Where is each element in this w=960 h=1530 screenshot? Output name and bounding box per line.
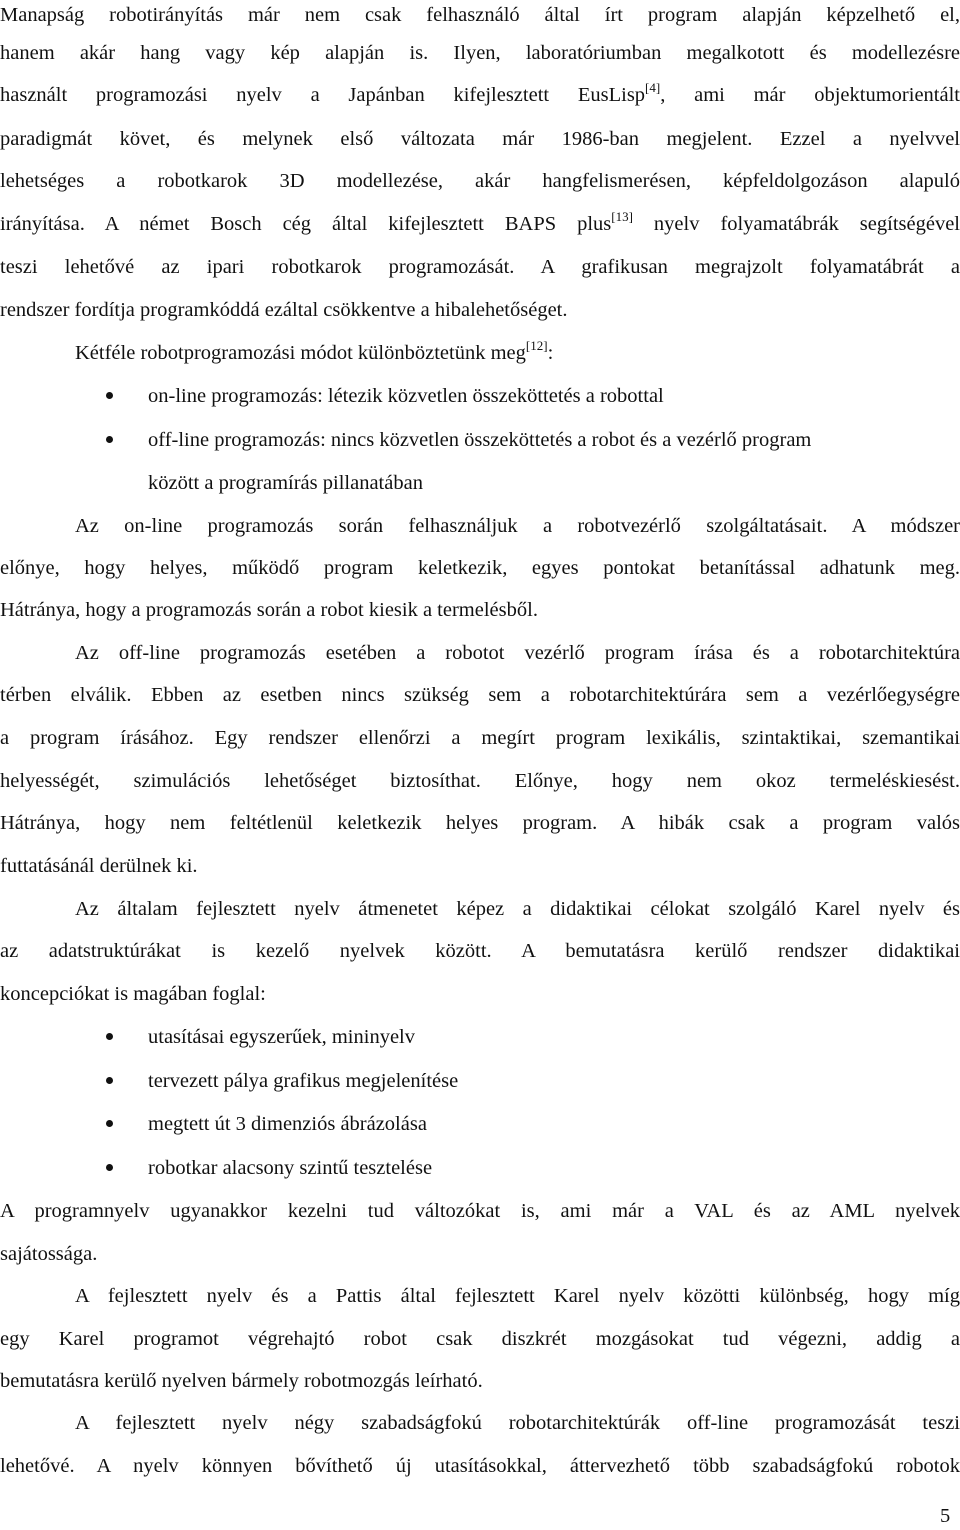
bullet-icon (106, 1033, 113, 1040)
paragraph-4-line: futtatásánál derülnek ki. (0, 855, 198, 877)
list-item (0, 381, 960, 411)
text-fragment: Kétféle robotprogramozási módot különböztetünk meg (75, 342, 526, 364)
citation-ref: [12] (525, 338, 548, 353)
paragraph-5-line: Az általam fejlesztett nyelv átmenetet képez a didaktikai célokat szolgáló Karel nyelv és (75, 898, 960, 920)
paragraph-4-line: Hátránya, hogy nem feltétlenül keletkezik helyes program. A hibák csak a program valós (0, 812, 960, 834)
paragraph-4-line: helyességét, szimulációs lehetőséget biztosíthat. Előnye, hogy nem okoz termeléskiesést. (0, 770, 960, 792)
text-fragment: : (547, 342, 554, 364)
list-item (0, 1066, 960, 1096)
list-item-text: off-line programozás: nincs közvetlen összeköttetés a robot és a vezérlő program (148, 429, 812, 451)
list-item (0, 1022, 960, 1052)
paragraph-1-line: rendszer fordítja programkóddá ezáltal csökkentve a hibalehetőséget. (0, 299, 568, 321)
paragraph-7-line: A fejlesztett nyelv és a Pattis által fejlesztett Karel nyelv közötti különbség, hogy míg (75, 1285, 960, 1307)
paragraph-7-line: egy Karel programot végrehajtó robot csak diszkrét mozgásokat tud végezni, addig a (0, 1328, 960, 1350)
paragraph-1-line: teszi lehetővé az ipari robotkarok programozását. A grafikusan megrajzolt folyamatábrát a (0, 256, 960, 278)
list-item-text: on-line programozás: létezik közvetlen összeköttetés a robottal (148, 385, 664, 407)
paragraph-3-line: Az on-line programozás során felhasználjuk a robotvezérlő szolgáltatásait. A módszer (75, 515, 960, 537)
text-fragment: , ami már objektumorientált (660, 84, 960, 106)
paragraph-5-line: koncepciókat is magában foglal: (0, 983, 266, 1005)
paragraph-6-line: A programnyelv ugyanakkor kezelni tud változókat is, ami már a VAL és az AML nyelvek (0, 1200, 960, 1222)
paragraph-4-line: térben elválik. Ebben az esetben nincs szükség sem a robotarchitektúrára sem a vezérlőegységre (0, 684, 960, 706)
paragraph-8-line: lehetővé. A nyelv könnyen bővíthető új utasításokkal, áttervezhető több szabadságfokú robotok (0, 1455, 960, 1477)
paragraph-1-line: lehetséges a robotkarok 3D modellezése, akár hangfelismerésen, képfeldolgozáson alapuló (0, 170, 960, 192)
paragraph-3-line: előnye, hogy helyes, működő program keletkezik, egyes pontokat betanítással adhatunk meg. (0, 557, 960, 579)
paragraph-6-line: sajátossága. (0, 1243, 98, 1265)
text-fragment: nyelv folyamatábrák segítségével (632, 213, 960, 235)
paragraph-7-line: bemutatásra kerülő nyelven bármely robotmozgás leírható. (0, 1370, 483, 1392)
bullet-icon (106, 1120, 113, 1127)
list-item-text: megtett út 3 dimenziós ábrázolása (148, 1113, 427, 1135)
paragraph-1-line: hanem akár hang vagy kép alapján is. Ilyen, laboratóriumban megalkotott és modellezésre (0, 42, 960, 64)
bullet-icon (106, 392, 113, 399)
page-number: 5 (940, 1505, 951, 1527)
text-fragment: használt programozási nyelv a Japánban kifejlesztett EusLisp (0, 84, 646, 106)
paragraph-5-line: az adatstruktúrákat is kezelő nyelvek között. A bemutatásra kerülő rendszer didaktikai (0, 940, 960, 962)
bullet-icon (106, 1164, 113, 1171)
list-item (0, 425, 960, 455)
citation-ref: [4] (645, 80, 661, 95)
bullet-icon (106, 1077, 113, 1084)
list-item (0, 1153, 960, 1183)
paragraph-4-line: a program írásához. Egy rendszer ellenőrzi a megírt program lexikális, szintaktikai, szemantikai (0, 727, 960, 749)
text-fragment: irányítása. A német Bosch cég által kifejlesztett BAPS plus (0, 213, 612, 235)
list-item-text: tervezett pálya grafikus megjelenítése (148, 1070, 459, 1092)
list-item-text: robotkar alacsony szintű tesztelése (148, 1157, 433, 1179)
paragraph-1-line: Manapság robotirányítás már nem csak felhasználó által írt program alapján képzelhető el, (0, 4, 960, 26)
paragraph-1-line (0, 80, 960, 110)
paragraph-1-line (0, 209, 960, 239)
bullet-icon (106, 436, 113, 443)
paragraph-8-line: A fejlesztett nyelv négy szabadságfokú robotarchitektúrák off-line programozását teszi (75, 1412, 960, 1434)
paragraph-1-line: paradigmát követ, és melynek első változata már 1986-ban megjelent. Ezzel a nyelvvel (0, 128, 960, 150)
list-item-continuation: között a programírás pillanatában (148, 472, 423, 494)
citation-ref: [13] (611, 209, 633, 224)
list-item (0, 1109, 960, 1139)
paragraph-2-intro (0, 338, 960, 368)
list-item-text: utasításai egyszerűek, mininyelv (148, 1026, 415, 1048)
paragraph-4-line: Az off-line programozás esetében a robotot vezérlő program írása és a robotarchitektúra (75, 642, 960, 664)
paragraph-3-line: Hátránya, hogy a programozás során a robot kiesik a termelésből. (0, 599, 538, 621)
